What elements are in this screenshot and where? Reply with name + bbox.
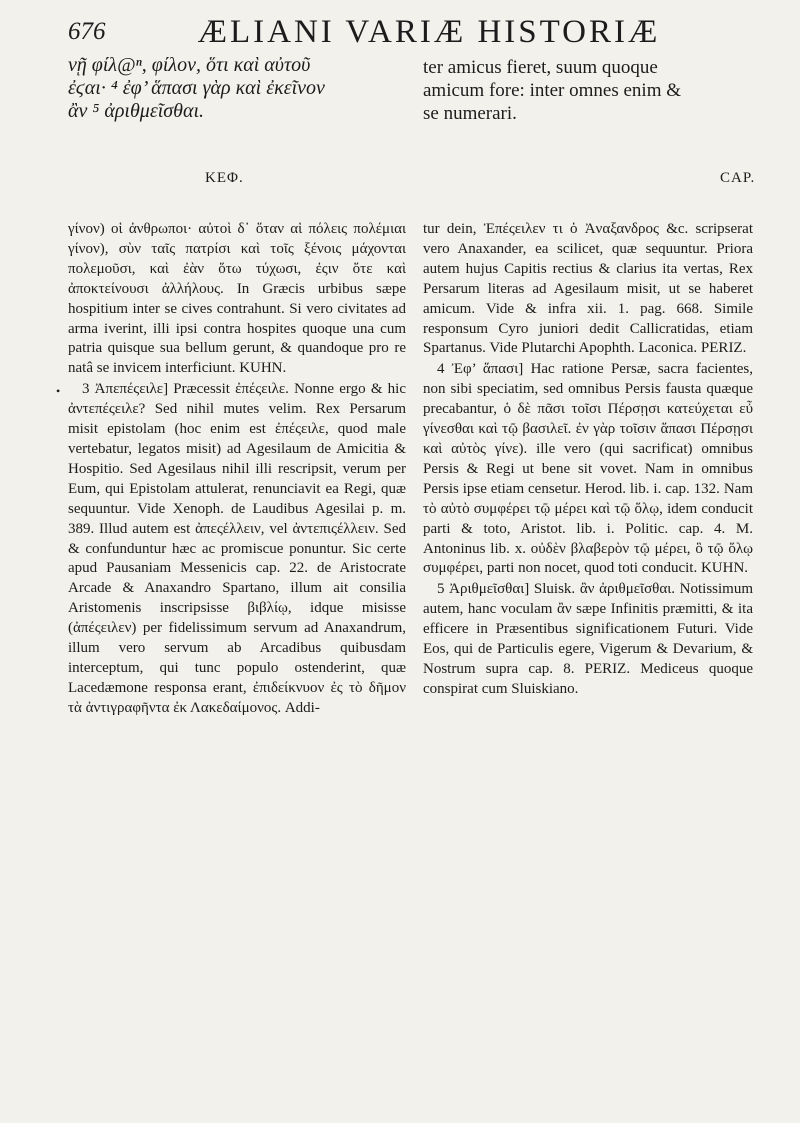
latin-line: amicum fore: inter omnes enim & (423, 80, 682, 101)
latin-line: ter amicus fieret, suum quoque (423, 57, 658, 78)
note-paragraph: 3 Ἀπεπέςειλε] Præcessit ἐπέςειλε. Nonne ergo & hic ἀντεπέςειλε? Sed nihil mutes velim. Rex Persarum misit epistolam (hoc enim est ἐπέςειλε, quod male vertebatur, legatos misit) ad Agesilaum de Amicitia & Hospitio. Sed Agesilaus nihil illi rescripsit, verum per Eum, qui Epistolam attulerat, renunciavit ea Regi, quæ sequuntur. Vide Xenoph. de Laudibus Agesilai p. m. 389. Illud autem est ἀπεςέλλειν, vel ἀντεπιςέλλειν. Sed & confunduntur hæc ac promiscue ponuntur. Sic certe apud Pausaniam Messenicis cap. 22. de Aristocrate Arcade & Anaxandro Spartano, illum ait consilia Aristomenis inscripsisse βιβλίῳ, idque misisse (ἀπέςειλεν) per fidelissimum servum ad Anaxandrum, illum vero servum ab Arcadibus quibusdam interceptum, qui tunc populo ostenderint, quæ Lacedæmone responsa erant, ἐπιδείκνυον ἐς τὸ δῆμον τὰ ἀντιγραφῆντα ἐκ Λακεδαίμονος. Addi- (68, 381, 406, 716)
chapter-heading-greek: ΚΕΦ. (205, 170, 244, 186)
note-paragraph: 5 Ἀριθμεῖσθαι] Sluisk. ἂν ἀριθμεῖσθαι. Notissimum autem, hanc voculam ἂν sæpe Infinitis præmitti, & ita efficere in Præsentibus significationem Futuri. Vide Eos, qui de Particulis egere, Vigerum & Devarium, & Nostrum supra cap. 8. PERIZ. Mediceus quoque conspirat cum Sluiskiano. (423, 581, 753, 697)
chapter-heading-latin: CAP. (720, 170, 756, 186)
margin-mark: • (56, 384, 61, 398)
running-title: ÆLIANI VARIÆ HISTORIÆ (197, 14, 661, 50)
greek-text-block (68, 54, 408, 123)
notes-column-left (68, 220, 406, 720)
running-head (68, 14, 740, 54)
note-paragraph: γίνον) οἱ ἀνθρωποι· αὐτοὶ δ᾿ ὅταν αἱ πόλεις πολέμιαι γίνον), σὺν ταῖς πατρίσι καὶ τοῖς ξένοις μάχονται πολεμοῦσι, καὶ ἐὰν ὅτω τύχωσι, ἐςιν ὅτε καὶ ἀποκτείνουσι ἀλλήλους. In Græcis urbibus sæpe hospitium inter se cives contrahunt. Si vero civitates ad arma iverint, illi ipsi contra hospites quoque una cum patria quisque sua bellum gerunt, & quandoque pro re natâ se invicem interficiunt. KUHN. (68, 221, 406, 377)
latin-line: se numerari. (423, 103, 517, 124)
greek-line: ἂν ⁵ ἀριθμεῖσθαι. (68, 100, 205, 122)
latin-text-block (423, 56, 753, 125)
note-paragraph: tur dein, Ἐπέςειλεν τι ὁ Ἀναξανδρος &c. scripserat vero Anaxander, ea scilicet, quæ sequuntur. Priora autem hujus Capitis rectius & clarius ita vertas, Rex Persarum literas ad Agesilaum misit, ut se haberet amicum. Vide & infra xii. 1. pag. 668. Simile responsum Cyro juniori dedit Callicratidas, etiam Spartanus. Vide Plutarchi Apophth. Laconica. PERIZ. (423, 221, 753, 357)
page-number: 676 (68, 18, 106, 45)
notes-column-right (423, 220, 753, 701)
note-paragraph: 4 Ἐφ’ ἅπασι] Hac ratione Persæ, sacra facientes, non sibi speciatim, sed omnibus Persis fausta quæque precabantur, ὁ δὲ πᾶσι τοῖσι Πέρσῃσι κατεύχεται εὖ γίνεσθαι καὶ τῷ βασιλεῖ. ἐν γὰρ τοῖσιν ἅπασι Πέρσῃσι καὶ αὐτὸς γίνε). ille vero (qui sacrificat) omnibus Persis & Regi ut bene sit vovet. Nam in omnibus Persis ipse etiam censetur. Herod. lib. i. cap. 132. Nam τὸ αὐτὸ συμφέρει τῷ μέρει καὶ τῷ ὅλῳ, idem conducit parti & toto, Aristot. lib. i. Politic. cap. 4. M. Antoninus lib. x. οὐδὲν βλαβερὸν τῷ μέρει, ὃ τῷ ὅλῳ συμφέρει, parti non nocet, quod toti conducit. KUHN. (423, 361, 753, 577)
greek-line: νῇ φίλ@ⁿ, φίλον, ὅτι καὶ αὐτοῦ (68, 54, 311, 76)
greek-line: ἐϛαι· ⁴ ἐφ’ ἅπασι γὰρ καὶ ἐκεῖνον (68, 77, 325, 99)
